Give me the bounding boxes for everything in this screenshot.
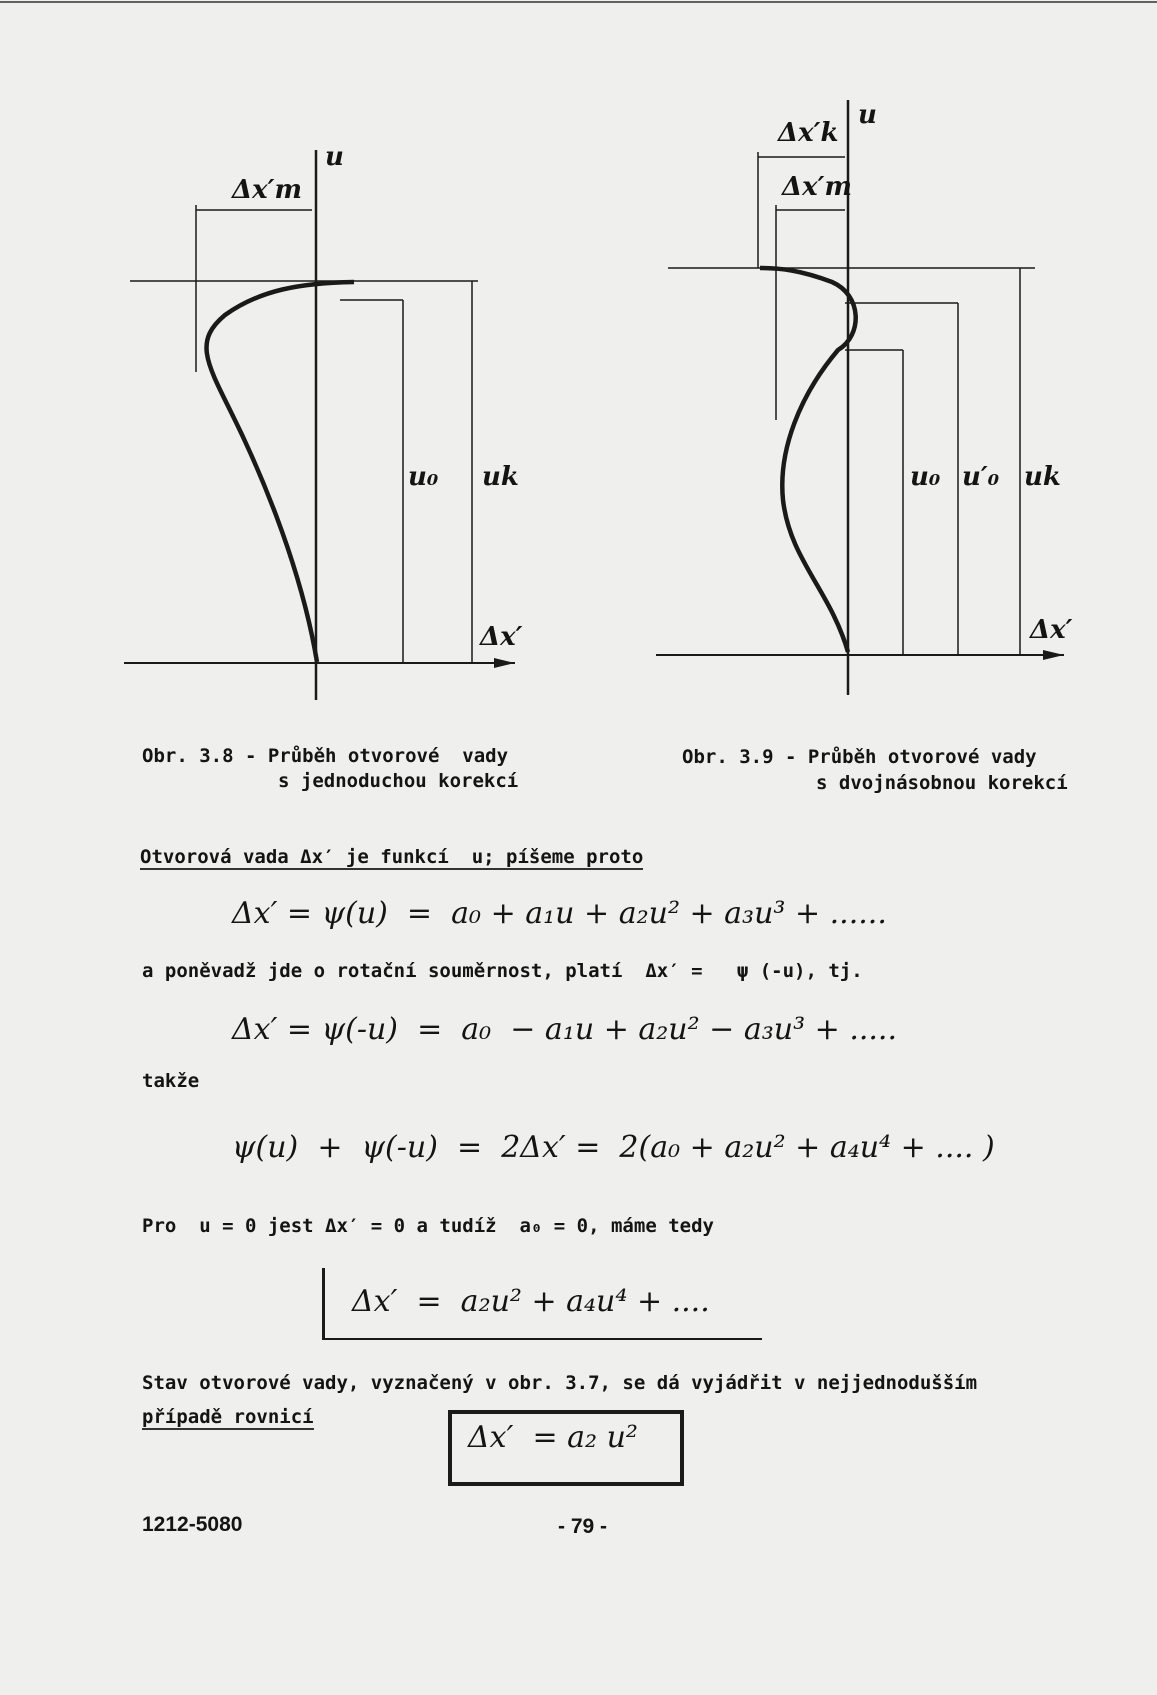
- figure-3-8: [124, 150, 515, 700]
- fig38-label-dxm: Δx′m: [232, 175, 303, 205]
- line-2: a poněvadž jde o rotační souměrnost, platí Δx′ = ψ (-u), tj.: [142, 960, 863, 982]
- fig39-label-dxk: Δx′k: [778, 118, 839, 148]
- fig39-label-u0p: u′₀: [962, 462, 1000, 492]
- equation-2: Δx′ = ψ(-u) = a₀ − a₁u + a₂u² − a₃u³ + .....: [232, 1012, 897, 1047]
- takze-word: takže: [142, 1070, 200, 1092]
- equation-5: Δx′ = a₂ u²: [468, 1420, 638, 1455]
- fig39-label-uk: uk: [1024, 462, 1061, 492]
- fig39-label-u0: u₀: [910, 462, 941, 492]
- fig39-label-dxm: Δx′m: [782, 172, 853, 202]
- fig39-curve: [760, 268, 856, 652]
- fig39-caption-line2: s dvojnásobnou korekcí: [816, 772, 1068, 794]
- fig38-dx-arrowhead: [494, 658, 515, 668]
- line-3: Pro u = 0 jest Δx′ = 0 a tudíž a₀ = 0, máme tedy: [142, 1215, 714, 1237]
- fig38-label-dx: Δx′: [480, 622, 523, 652]
- fig38-curve: [206, 282, 354, 662]
- fig39-caption-line1: Obr. 3.9 - Průběh otvorové vady: [682, 746, 1037, 768]
- fig39-label-dx: Δx′: [1030, 615, 1073, 645]
- fig38-caption-line2: s jednoduchou korekcí: [278, 770, 519, 792]
- figure-3-9: [656, 100, 1064, 695]
- line-4a: Stav otvorové vady, vyznačený v obr. 3.7, se dá vyjádřit v nejjednodušším: [142, 1372, 978, 1394]
- equation-4: Δx′ = a₂u² + a₄u⁴ + ....: [352, 1284, 710, 1319]
- fig38-label-u0: u₀: [408, 462, 439, 492]
- doc-number: 1212-5080: [142, 1513, 243, 1536]
- fig38-label-uk: uk: [482, 462, 519, 492]
- equation-3: ψ(u) + ψ(-u) = 2Δx′ = 2(a₀ + a₂u² + a₄u⁴ + .... ): [232, 1130, 995, 1165]
- line-4b: případě rovnicí: [142, 1406, 314, 1428]
- fig39-label-u: u: [858, 100, 877, 130]
- equation-1: Δx′ = ψ(u) = a₀ + a₁u + a₂u² + a₃u³ + ......: [232, 896, 887, 931]
- intro-line: Otvorová vada Δx′ je funkcí u; píšeme proto: [140, 846, 644, 868]
- page-number: - 79 -: [558, 1515, 608, 1538]
- fig38-caption-line1: Obr. 3.8 - Průběh otvorové vady: [142, 745, 509, 767]
- fig38-label-u: u: [325, 142, 344, 172]
- eq4-bracket-left: [322, 1268, 325, 1340]
- eq4-bracket-bottom: [322, 1338, 762, 1340]
- fig39-dx-arrowhead: [1043, 650, 1064, 660]
